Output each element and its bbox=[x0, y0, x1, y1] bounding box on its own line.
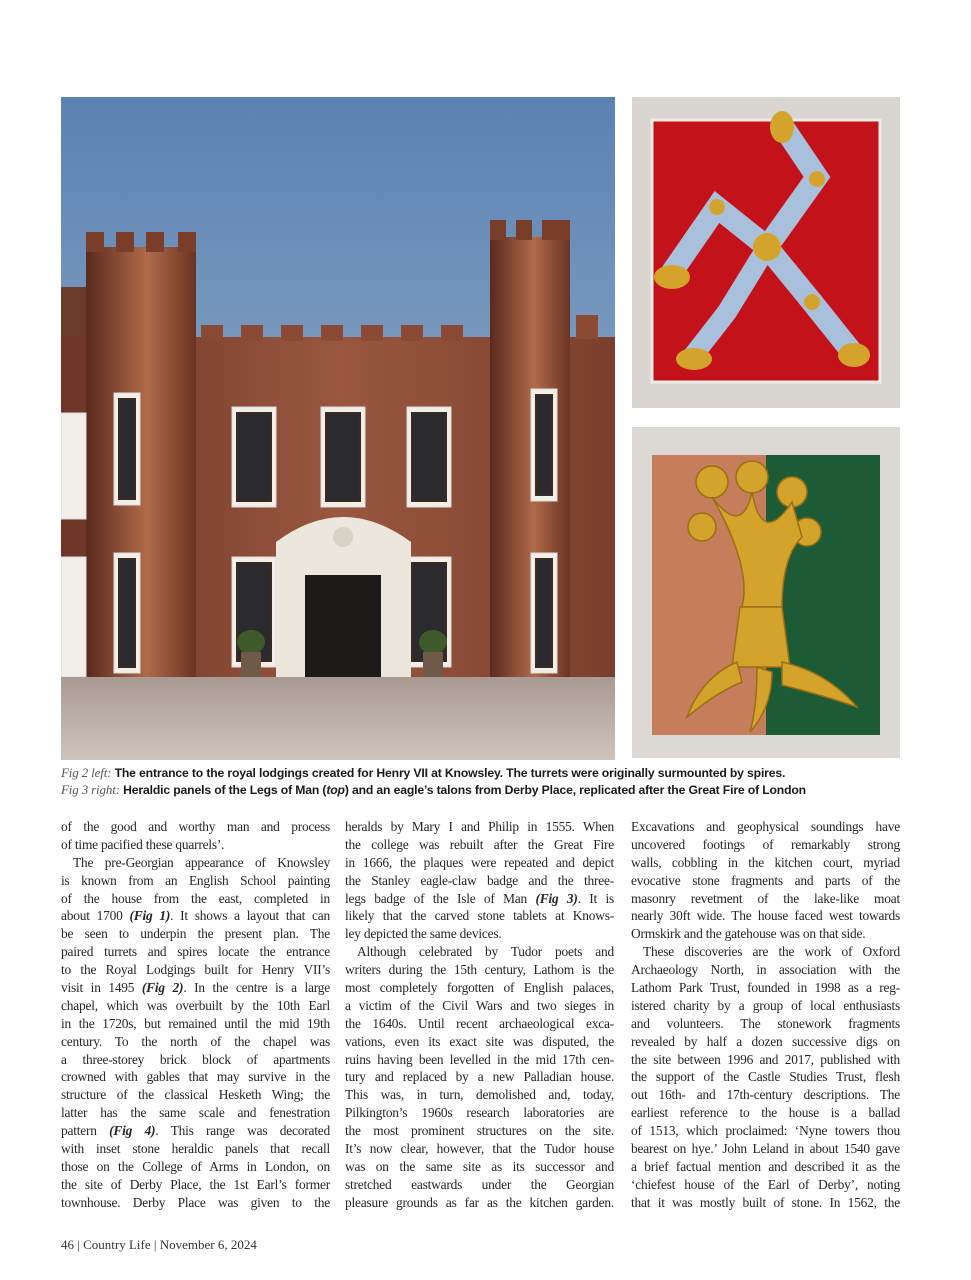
caption-text bbox=[123, 783, 806, 797]
text-line: walls, cobbling in the kitchen court, myriad bbox=[631, 854, 900, 870]
text-line: uncovered footings of remarkably strong bbox=[631, 836, 900, 852]
text-line: of the good and worthy man and process bbox=[61, 819, 330, 834]
text-line: Excavations and geophysical soundings have bbox=[631, 819, 900, 834]
text-line: revealed by half a dozen successive digs on bbox=[631, 1033, 900, 1049]
text-line: Although celebrated by Tudor poets and bbox=[357, 944, 614, 960]
text-line: istered charity by a group of local enthusiasts bbox=[631, 997, 900, 1013]
text-line bbox=[61, 1122, 330, 1140]
text-line: the site between 1996 and 2017, published with bbox=[631, 1051, 900, 1067]
text-line: chapel, which was overbuilt by the 10th Earl bbox=[61, 997, 330, 1013]
text-line: the most prominent structures on the site. bbox=[345, 1123, 614, 1139]
text-line: that it was mostly built of stone. In 1562, the bbox=[631, 1194, 900, 1210]
text-line: latter has the same scale and fenestration bbox=[61, 1105, 330, 1121]
text-line: The pre-Georgian appearance of Knowsley bbox=[73, 854, 330, 870]
text-line: the college was rebuilt after the Great Fire bbox=[345, 836, 614, 852]
text-line: with inset stone heraldic panels that recall bbox=[61, 1141, 330, 1157]
text-line: nearly 30ft wide. The house faced west towards bbox=[631, 908, 900, 924]
text-line: in 1666, the plaques were repeated and depict bbox=[345, 854, 614, 870]
text-line: ley depicted the same devices. bbox=[345, 926, 502, 942]
text-line: the site of Derby Place, the 1st Earl’s former bbox=[61, 1176, 330, 1192]
text-line: stretched eastwards under the Georgian bbox=[345, 1176, 614, 1192]
text-line: crowned with gables that may survive in the bbox=[61, 1069, 330, 1085]
text-line bbox=[61, 907, 330, 925]
text-line: Archaeology North, in association with the bbox=[631, 962, 900, 978]
figure-reference: (Fig 1) bbox=[129, 908, 171, 924]
caption-text: The entrance to the royal lodgings created for Henry VII at Knowsley. The turrets were originally surmounted by spires. bbox=[114, 766, 786, 780]
text-line: Pilkington’s 1960s research laboratories are bbox=[345, 1105, 614, 1121]
text-line: earliest reference to the house is a ballad bbox=[631, 1105, 900, 1121]
text-line: ruins having been levelled in the mid 17th cen- bbox=[345, 1051, 614, 1067]
text-line: likely that the carved stone tablets at Knows- bbox=[345, 908, 614, 924]
page-footer: 46 | Country Life | November 6, 2024 bbox=[61, 1237, 257, 1252]
caption-label: Fig 3 right: bbox=[61, 782, 120, 797]
text-segment: legs badge of the Isle of Man bbox=[345, 890, 536, 906]
text-line: century. To the north of the chapel was bbox=[61, 1033, 330, 1049]
figure-caption-fig3 bbox=[61, 782, 911, 798]
text-line: evocative stone fragments and parts of the bbox=[631, 872, 900, 888]
article-column-3 bbox=[631, 818, 900, 1212]
text-segment: pattern bbox=[61, 1123, 110, 1139]
article-column-2 bbox=[345, 818, 614, 1212]
text-line: most completely forgotten of English palaces, bbox=[345, 980, 614, 996]
text-line: out 16th- and 17th-century descriptions. The bbox=[631, 1087, 900, 1103]
text-line: Lathom Park Trust, founded in 1998 as a reg- bbox=[631, 980, 900, 996]
text-line: of the house from the east, completed in bbox=[61, 890, 330, 906]
text-line: townhouse. Derby Place was given to the bbox=[61, 1194, 330, 1210]
eagle-talons-panel-photo bbox=[632, 427, 900, 758]
text-segment: . This range was decorated bbox=[155, 1123, 330, 1139]
text-line: bearest on hye.’ John Leland in about 1540 gave bbox=[631, 1141, 900, 1157]
text-line: This was, in turn, demolished and, today, bbox=[345, 1087, 614, 1103]
text-line: the 1640s. Until recent archaeological exca- bbox=[345, 1015, 614, 1031]
text-line: a three-storey brick block of apartments bbox=[61, 1051, 330, 1067]
text-line: vations, even its exact site was disputed, the bbox=[345, 1033, 614, 1049]
text-segment: about 1700 bbox=[61, 908, 130, 924]
text-line: the Stanley eagle-claw badge and the three- bbox=[345, 872, 614, 888]
text-line: writers during the 15th century, Lathom is the bbox=[345, 962, 614, 978]
text-line: to the Royal Lodgings built for Henry VII’s bbox=[61, 962, 330, 978]
text-line: These discoveries are the work of Oxford bbox=[643, 944, 900, 960]
text-segment: . It shows a layout that can bbox=[170, 908, 330, 924]
text-line: a victim of the Civil Wars and two sieges in bbox=[345, 997, 614, 1013]
text-line: tury and replaced by a new Palladian house. bbox=[345, 1069, 614, 1085]
text-line: It’s now clear, however, that the Tudor house bbox=[345, 1141, 614, 1157]
text-line: those on the College of Arms in London, on bbox=[61, 1158, 330, 1174]
figure-reference: (Fig 4) bbox=[109, 1123, 156, 1139]
text-line: paired turrets and spires locate the entrance bbox=[61, 944, 330, 960]
caption-emphasis: top bbox=[326, 783, 345, 797]
text-line: in the 1720s, but remained until the mid 19th bbox=[61, 1015, 330, 1031]
knowsley-entrance-photo bbox=[61, 97, 615, 760]
text-line: was on the same site as its successor and bbox=[345, 1158, 614, 1174]
caption-text-part: ) and an eagle’s talons from Derby Place, replicated after the Great Fire of London bbox=[344, 783, 806, 797]
text-line: a brief factual mention and described it as the bbox=[631, 1158, 900, 1174]
text-line: ‘chiefest house of the Earl of Derby’, noting bbox=[631, 1176, 900, 1192]
text-line: is known from an English School painting bbox=[61, 872, 330, 888]
text-line: structure of the classical Hesketh Wing; the bbox=[61, 1087, 330, 1103]
text-line: pleasure grounds as far as the kitchen garden. bbox=[345, 1194, 614, 1210]
text-line bbox=[345, 890, 614, 908]
text-segment: visit in 1495 bbox=[61, 980, 142, 996]
text-segment: . In the centre is a large bbox=[183, 980, 330, 996]
text-line: heralds by Mary I and Philip in 1555. When bbox=[345, 819, 614, 834]
text-line: and volunteers. The stonework fragments bbox=[631, 1015, 900, 1031]
text-line: of 1513, which proclaimed: ‘Nyne towers thou bbox=[631, 1123, 900, 1139]
caption-label: Fig 2 left: bbox=[61, 765, 112, 780]
text-line bbox=[61, 979, 330, 997]
figure-reference: (Fig 3) bbox=[535, 890, 578, 906]
text-line: masonry revetment of the lake-like moat bbox=[631, 890, 900, 906]
article-column-1 bbox=[61, 818, 330, 1212]
text-line: Ormskirk and the gatehouse was on that side. bbox=[631, 926, 866, 942]
figure-caption-fig2 bbox=[61, 765, 911, 781]
text-line: be seen to underpin the present plan. The bbox=[61, 926, 330, 942]
text-line: of time pacified these quarrels’. bbox=[61, 836, 225, 852]
text-line: the support of the Castle Studies Trust, flesh bbox=[631, 1069, 900, 1085]
legs-of-man-panel-photo bbox=[632, 97, 900, 408]
text-segment: . It is bbox=[577, 890, 614, 906]
figure-reference: (Fig 2) bbox=[141, 980, 184, 996]
caption-text-part: Heraldic panels of the Legs of Man ( bbox=[123, 783, 327, 797]
